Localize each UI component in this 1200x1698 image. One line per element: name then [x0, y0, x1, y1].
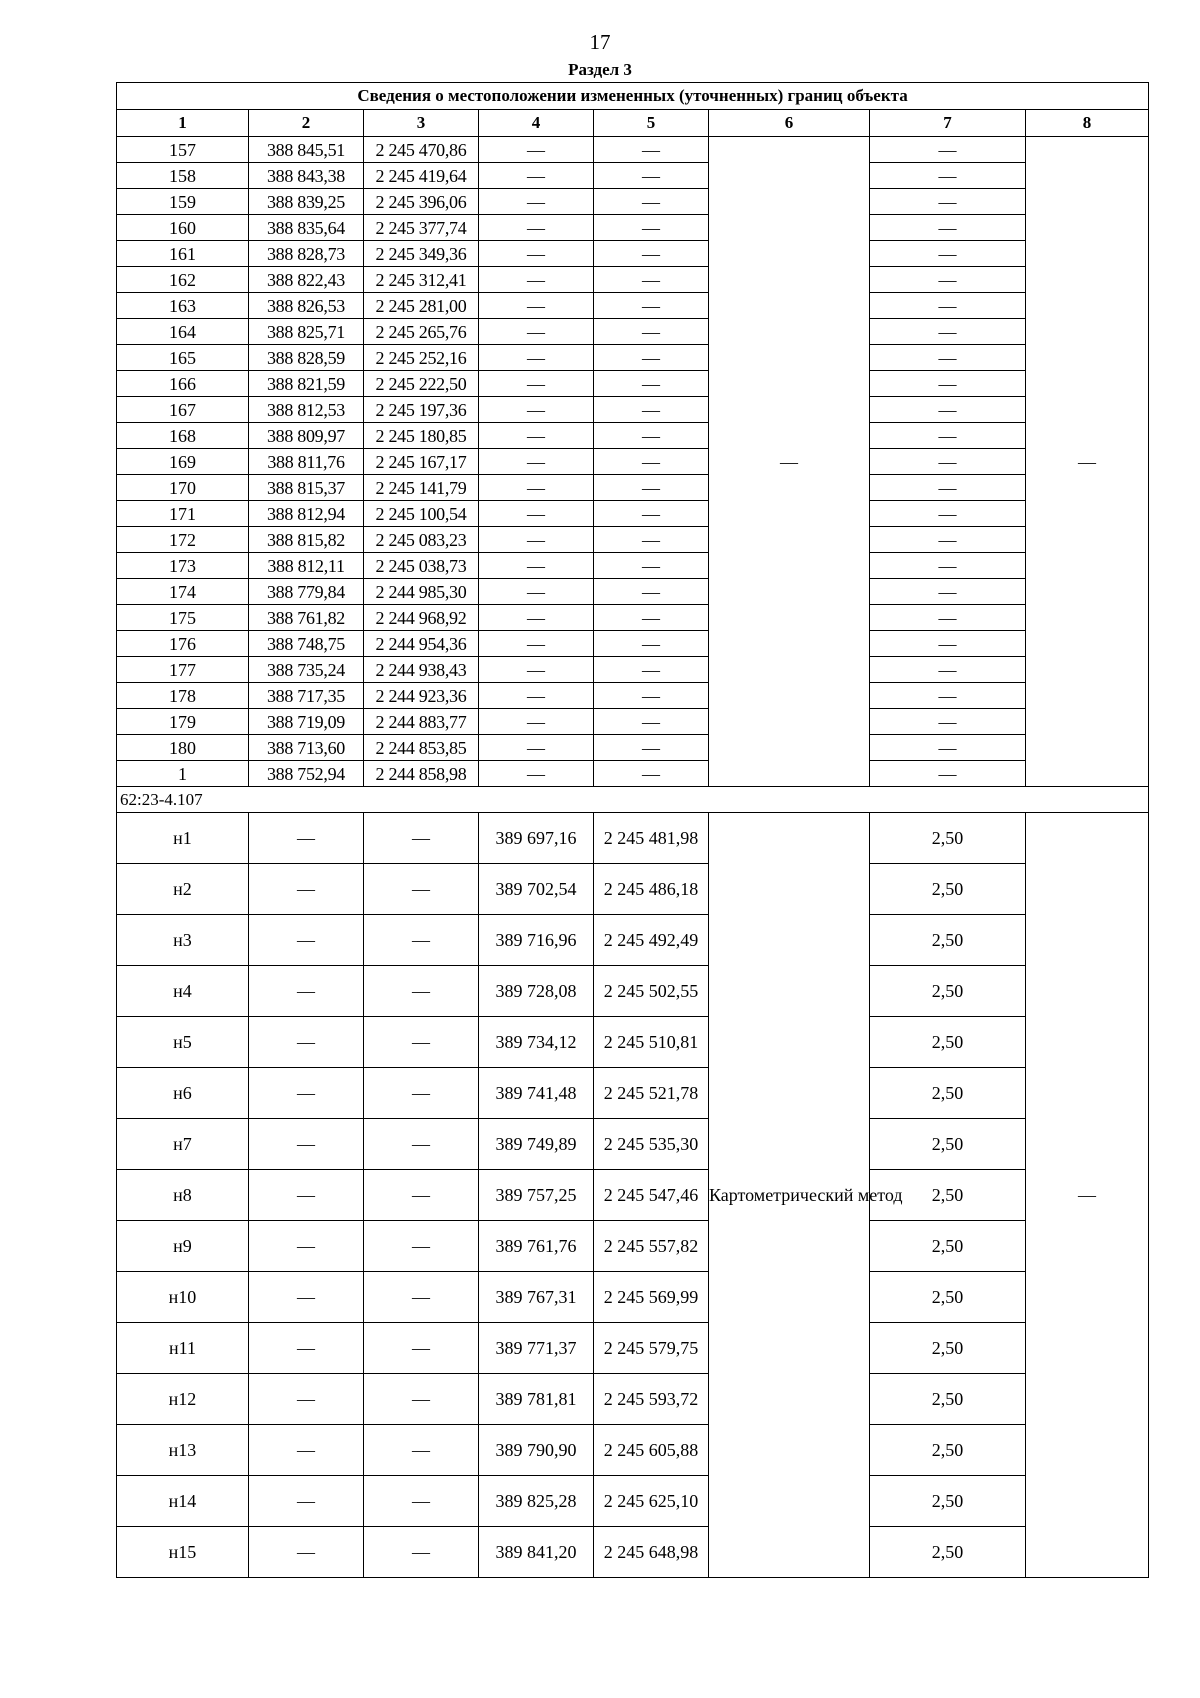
table-row: [117, 553, 1149, 579]
point-number-cell: 167: [117, 397, 249, 423]
table-row: [117, 735, 1149, 761]
table-row: [117, 137, 1149, 163]
accuracy-cell: —: [870, 501, 1026, 527]
y-coordinate-cell: —: [364, 1476, 479, 1527]
accuracy-cell: —: [870, 137, 1026, 163]
x-coordinate-cell: —: [249, 1323, 364, 1374]
y-coordinate-cell: 2 245 396,06: [364, 189, 479, 215]
accuracy-cell: 2,50: [870, 1425, 1026, 1476]
x-coordinate-cell: 388 845,51: [249, 137, 364, 163]
group-row: [117, 787, 1149, 813]
new-y-coordinate-cell: —: [594, 319, 709, 345]
new-y-coordinate-cell: —: [594, 397, 709, 423]
new-y-coordinate-cell: 2 245 625,10: [594, 1476, 709, 1527]
point-number-cell: 164: [117, 319, 249, 345]
point-number-cell: н9: [117, 1221, 249, 1272]
x-coordinate-cell: 388 717,35: [249, 683, 364, 709]
column-header: 1: [117, 110, 249, 137]
new-x-coordinate-cell: 389 771,37: [479, 1323, 594, 1374]
y-coordinate-cell: 2 245 197,36: [364, 397, 479, 423]
new-y-coordinate-cell: —: [594, 527, 709, 553]
table-row: [117, 1323, 1149, 1374]
column-header: 4: [479, 110, 594, 137]
x-coordinate-cell: 388 719,09: [249, 709, 364, 735]
new-y-coordinate-cell: —: [594, 189, 709, 215]
point-number-cell: н11: [117, 1323, 249, 1374]
x-coordinate-cell: 388 812,53: [249, 397, 364, 423]
point-number-cell: 170: [117, 475, 249, 501]
x-coordinate-cell: —: [249, 1068, 364, 1119]
new-x-coordinate-cell: 389 741,48: [479, 1068, 594, 1119]
point-number-cell: 165: [117, 345, 249, 371]
y-coordinate-cell: 2 245 222,50: [364, 371, 479, 397]
new-y-coordinate-cell: 2 245 579,75: [594, 1323, 709, 1374]
new-y-coordinate-cell: —: [594, 475, 709, 501]
new-y-coordinate-cell: 2 245 510,81: [594, 1017, 709, 1068]
new-x-coordinate-cell: —: [479, 553, 594, 579]
point-number-cell: н2: [117, 864, 249, 915]
point-number-cell: н1: [117, 813, 249, 864]
new-y-coordinate-cell: —: [594, 761, 709, 787]
table-row: [117, 631, 1149, 657]
x-coordinate-cell: 388 835,64: [249, 215, 364, 241]
new-x-coordinate-cell: —: [479, 475, 594, 501]
table-row: [117, 579, 1149, 605]
point-number-cell: 180: [117, 735, 249, 761]
point-number-cell: н15: [117, 1527, 249, 1578]
x-coordinate-cell: 388 748,75: [249, 631, 364, 657]
accuracy-cell: —: [870, 241, 1026, 267]
point-number-cell: 158: [117, 163, 249, 189]
y-coordinate-cell: —: [364, 1323, 479, 1374]
new-x-coordinate-cell: 389 781,81: [479, 1374, 594, 1425]
accuracy-cell: 2,50: [870, 1170, 1026, 1221]
x-coordinate-cell: —: [249, 966, 364, 1017]
table-row: [117, 1272, 1149, 1323]
new-x-coordinate-cell: —: [479, 241, 594, 267]
new-y-coordinate-cell: —: [594, 709, 709, 735]
new-y-coordinate-cell: —: [594, 293, 709, 319]
point-number-cell: н10: [117, 1272, 249, 1323]
new-x-coordinate-cell: 389 716,96: [479, 915, 594, 966]
y-coordinate-cell: 2 245 377,74: [364, 215, 479, 241]
x-coordinate-cell: 388 815,37: [249, 475, 364, 501]
new-y-coordinate-cell: —: [594, 631, 709, 657]
y-coordinate-cell: —: [364, 1119, 479, 1170]
y-coordinate-cell: 2 244 954,36: [364, 631, 479, 657]
new-x-coordinate-cell: —: [479, 657, 594, 683]
new-y-coordinate-cell: 2 245 569,99: [594, 1272, 709, 1323]
x-coordinate-cell: 388 839,25: [249, 189, 364, 215]
point-number-cell: 161: [117, 241, 249, 267]
new-y-coordinate-cell: —: [594, 137, 709, 163]
new-x-coordinate-cell: —: [479, 137, 594, 163]
boundary-coordinates-table: [116, 82, 1149, 1578]
new-y-coordinate-cell: 2 245 492,49: [594, 915, 709, 966]
new-x-coordinate-cell: —: [479, 319, 594, 345]
table-row: [117, 267, 1149, 293]
accuracy-cell: 2,50: [870, 813, 1026, 864]
new-x-coordinate-cell: 389 734,12: [479, 1017, 594, 1068]
table-caption: Сведения о местоположении измененных (уточненных) границ объекта: [117, 83, 1149, 110]
y-coordinate-cell: —: [364, 864, 479, 915]
column-header: 6: [709, 110, 870, 137]
new-y-coordinate-cell: 2 245 593,72: [594, 1374, 709, 1425]
point-number-cell: 178: [117, 683, 249, 709]
x-coordinate-cell: —: [249, 1017, 364, 1068]
x-coordinate-cell: —: [249, 915, 364, 966]
section-title: Раздел 3: [568, 60, 632, 79]
y-coordinate-cell: 2 245 470,86: [364, 137, 479, 163]
point-number-cell: н5: [117, 1017, 249, 1068]
new-y-coordinate-cell: —: [594, 241, 709, 267]
new-x-coordinate-cell: 389 757,25: [479, 1170, 594, 1221]
accuracy-cell: —: [870, 189, 1026, 215]
column-header: 2: [249, 110, 364, 137]
point-number-cell: 173: [117, 553, 249, 579]
x-coordinate-cell: —: [249, 1476, 364, 1527]
new-x-coordinate-cell: 389 728,08: [479, 966, 594, 1017]
new-y-coordinate-cell: —: [594, 501, 709, 527]
column-header: 3: [364, 110, 479, 137]
new-x-coordinate-cell: 389 761,76: [479, 1221, 594, 1272]
accuracy-cell: —: [870, 657, 1026, 683]
new-x-coordinate-cell: —: [479, 735, 594, 761]
new-y-coordinate-cell: 2 245 481,98: [594, 813, 709, 864]
x-coordinate-cell: —: [249, 813, 364, 864]
method-cell: Картометрический метод: [709, 813, 870, 1578]
accuracy-cell: —: [870, 293, 1026, 319]
new-y-coordinate-cell: 2 245 502,55: [594, 966, 709, 1017]
new-y-coordinate-cell: —: [594, 657, 709, 683]
table-row: [117, 241, 1149, 267]
new-x-coordinate-cell: —: [479, 345, 594, 371]
table-row: [117, 761, 1149, 787]
new-x-coordinate-cell: 389 825,28: [479, 1476, 594, 1527]
accuracy-cell: 2,50: [870, 1527, 1026, 1578]
new-x-coordinate-cell: —: [479, 293, 594, 319]
new-x-coordinate-cell: —: [479, 189, 594, 215]
table-row: [117, 423, 1149, 449]
method-cell: —: [709, 137, 870, 787]
y-coordinate-cell: 2 245 100,54: [364, 501, 479, 527]
new-y-coordinate-cell: 2 245 486,18: [594, 864, 709, 915]
table-row: [117, 864, 1149, 915]
new-x-coordinate-cell: 389 790,90: [479, 1425, 594, 1476]
accuracy-cell: 2,50: [870, 1272, 1026, 1323]
y-coordinate-cell: 2 245 419,64: [364, 163, 479, 189]
x-coordinate-cell: 388 761,82: [249, 605, 364, 631]
accuracy-cell: 2,50: [870, 1119, 1026, 1170]
x-coordinate-cell: 388 825,71: [249, 319, 364, 345]
y-coordinate-cell: 2 245 083,23: [364, 527, 479, 553]
new-y-coordinate-cell: —: [594, 267, 709, 293]
point-number-cell: 174: [117, 579, 249, 605]
x-coordinate-cell: 388 812,11: [249, 553, 364, 579]
y-coordinate-cell: 2 245 167,17: [364, 449, 479, 475]
x-coordinate-cell: 388 843,38: [249, 163, 364, 189]
y-coordinate-cell: 2 245 312,41: [364, 267, 479, 293]
accuracy-cell: —: [870, 579, 1026, 605]
accuracy-cell: —: [870, 345, 1026, 371]
point-number-cell: 175: [117, 605, 249, 631]
point-number-cell: н4: [117, 966, 249, 1017]
table-row: [117, 1221, 1149, 1272]
y-coordinate-cell: 2 244 968,92: [364, 605, 479, 631]
new-y-coordinate-cell: —: [594, 605, 709, 631]
accuracy-cell: 2,50: [870, 1017, 1026, 1068]
new-x-coordinate-cell: —: [479, 683, 594, 709]
y-coordinate-cell: 2 244 938,43: [364, 657, 479, 683]
x-coordinate-cell: —: [249, 1374, 364, 1425]
x-coordinate-cell: —: [249, 1221, 364, 1272]
x-coordinate-cell: —: [249, 1272, 364, 1323]
y-coordinate-cell: —: [364, 915, 479, 966]
point-number-cell: н12: [117, 1374, 249, 1425]
description-cell: —: [1026, 137, 1149, 787]
new-y-coordinate-cell: 2 245 521,78: [594, 1068, 709, 1119]
x-coordinate-cell: 388 809,97: [249, 423, 364, 449]
y-coordinate-cell: 2 245 038,73: [364, 553, 479, 579]
accuracy-cell: —: [870, 267, 1026, 293]
accuracy-cell: —: [870, 631, 1026, 657]
new-x-coordinate-cell: —: [479, 449, 594, 475]
x-coordinate-cell: 388 811,76: [249, 449, 364, 475]
new-y-coordinate-cell: 2 245 648,98: [594, 1527, 709, 1578]
x-coordinate-cell: 388 828,73: [249, 241, 364, 267]
table-row: [117, 1425, 1149, 1476]
point-number-cell: н14: [117, 1476, 249, 1527]
x-coordinate-cell: —: [249, 1425, 364, 1476]
table-row: [117, 501, 1149, 527]
point-number-cell: н13: [117, 1425, 249, 1476]
new-y-coordinate-cell: —: [594, 163, 709, 189]
new-x-coordinate-cell: —: [479, 761, 594, 787]
table-row: [117, 475, 1149, 501]
new-x-coordinate-cell: —: [479, 371, 594, 397]
accuracy-cell: —: [870, 475, 1026, 501]
accuracy-cell: —: [870, 605, 1026, 631]
y-coordinate-cell: 2 245 141,79: [364, 475, 479, 501]
accuracy-cell: —: [870, 527, 1026, 553]
description-cell: —: [1026, 813, 1149, 1578]
y-coordinate-cell: 2 245 180,85: [364, 423, 479, 449]
point-number-cell: 163: [117, 293, 249, 319]
table-row: [117, 915, 1149, 966]
table-row: [117, 319, 1149, 345]
new-y-coordinate-cell: 2 245 605,88: [594, 1425, 709, 1476]
point-number-cell: 1: [117, 761, 249, 787]
new-y-coordinate-cell: 2 245 547,46: [594, 1170, 709, 1221]
new-y-coordinate-cell: 2 245 557,82: [594, 1221, 709, 1272]
x-coordinate-cell: —: [249, 864, 364, 915]
accuracy-cell: —: [870, 371, 1026, 397]
table-row: [117, 397, 1149, 423]
new-x-coordinate-cell: —: [479, 709, 594, 735]
table-row: [117, 371, 1149, 397]
table-row: [117, 527, 1149, 553]
new-y-coordinate-cell: —: [594, 683, 709, 709]
new-y-coordinate-cell: 2 245 535,30: [594, 1119, 709, 1170]
point-number-cell: 166: [117, 371, 249, 397]
point-number-cell: 169: [117, 449, 249, 475]
table-row: [117, 293, 1149, 319]
new-y-coordinate-cell: —: [594, 371, 709, 397]
point-number-cell: н8: [117, 1170, 249, 1221]
y-coordinate-cell: 2 244 858,98: [364, 761, 479, 787]
point-number-cell: 179: [117, 709, 249, 735]
accuracy-cell: 2,50: [870, 1221, 1026, 1272]
cadastral-number-label: 62:23-4.107: [117, 787, 1149, 813]
y-coordinate-cell: 2 244 923,36: [364, 683, 479, 709]
new-y-coordinate-cell: —: [594, 423, 709, 449]
point-number-cell: 171: [117, 501, 249, 527]
new-x-coordinate-cell: —: [479, 163, 594, 189]
table-row: [117, 1068, 1149, 1119]
x-coordinate-cell: 388 826,53: [249, 293, 364, 319]
new-x-coordinate-cell: —: [479, 501, 594, 527]
x-coordinate-cell: —: [249, 1119, 364, 1170]
table-row: [117, 1017, 1149, 1068]
y-coordinate-cell: 2 245 265,76: [364, 319, 479, 345]
column-header: 5: [594, 110, 709, 137]
table-row: [117, 1527, 1149, 1578]
y-coordinate-cell: —: [364, 1017, 479, 1068]
table-row: [117, 966, 1149, 1017]
table-row: [117, 1119, 1149, 1170]
x-coordinate-cell: 388 821,59: [249, 371, 364, 397]
accuracy-cell: —: [870, 163, 1026, 189]
new-x-coordinate-cell: —: [479, 605, 594, 631]
table-row: [117, 605, 1149, 631]
y-coordinate-cell: 2 245 349,36: [364, 241, 479, 267]
table-row: [117, 709, 1149, 735]
accuracy-cell: 2,50: [870, 1323, 1026, 1374]
table-row: [117, 813, 1149, 864]
table-row: [117, 1374, 1149, 1425]
accuracy-cell: —: [870, 735, 1026, 761]
y-coordinate-cell: —: [364, 813, 479, 864]
page-number: 17: [589, 30, 611, 54]
accuracy-cell: —: [870, 761, 1026, 787]
table-row: [117, 683, 1149, 709]
point-number-cell: н6: [117, 1068, 249, 1119]
table-row: [117, 345, 1149, 371]
accuracy-cell: —: [870, 423, 1026, 449]
column-header: 8: [1026, 110, 1149, 137]
x-coordinate-cell: 388 828,59: [249, 345, 364, 371]
new-y-coordinate-cell: —: [594, 579, 709, 605]
accuracy-cell: —: [870, 215, 1026, 241]
new-y-coordinate-cell: —: [594, 345, 709, 371]
accuracy-cell: —: [870, 553, 1026, 579]
accuracy-cell: 2,50: [870, 966, 1026, 1017]
accuracy-cell: —: [870, 319, 1026, 345]
x-coordinate-cell: —: [249, 1527, 364, 1578]
new-x-coordinate-cell: —: [479, 397, 594, 423]
new-x-coordinate-cell: 389 841,20: [479, 1527, 594, 1578]
point-number-cell: 168: [117, 423, 249, 449]
y-coordinate-cell: 2 244 985,30: [364, 579, 479, 605]
new-x-coordinate-cell: 389 767,31: [479, 1272, 594, 1323]
new-y-coordinate-cell: —: [594, 553, 709, 579]
point-number-cell: 177: [117, 657, 249, 683]
y-coordinate-cell: —: [364, 1425, 479, 1476]
y-coordinate-cell: —: [364, 1170, 479, 1221]
x-coordinate-cell: —: [249, 1170, 364, 1221]
point-number-cell: 160: [117, 215, 249, 241]
x-coordinate-cell: 388 752,94: [249, 761, 364, 787]
table-row: [117, 449, 1149, 475]
table-row: [117, 215, 1149, 241]
y-coordinate-cell: 2 245 252,16: [364, 345, 479, 371]
y-coordinate-cell: —: [364, 966, 479, 1017]
x-coordinate-cell: 388 713,60: [249, 735, 364, 761]
accuracy-cell: 2,50: [870, 864, 1026, 915]
new-x-coordinate-cell: —: [479, 423, 594, 449]
table-row: [117, 657, 1149, 683]
y-coordinate-cell: —: [364, 1527, 479, 1578]
point-number-cell: 162: [117, 267, 249, 293]
y-coordinate-cell: 2 244 883,77: [364, 709, 479, 735]
new-x-coordinate-cell: 389 697,16: [479, 813, 594, 864]
y-coordinate-cell: 2 245 281,00: [364, 293, 479, 319]
table-row: [117, 189, 1149, 215]
x-coordinate-cell: 388 815,82: [249, 527, 364, 553]
new-x-coordinate-cell: 389 702,54: [479, 864, 594, 915]
new-x-coordinate-cell: 389 749,89: [479, 1119, 594, 1170]
new-y-coordinate-cell: —: [594, 449, 709, 475]
point-number-cell: 159: [117, 189, 249, 215]
x-coordinate-cell: 388 812,94: [249, 501, 364, 527]
point-number-cell: 172: [117, 527, 249, 553]
new-x-coordinate-cell: —: [479, 631, 594, 657]
new-y-coordinate-cell: —: [594, 735, 709, 761]
y-coordinate-cell: —: [364, 1374, 479, 1425]
x-coordinate-cell: 388 735,24: [249, 657, 364, 683]
accuracy-cell: 2,50: [870, 1374, 1026, 1425]
new-x-coordinate-cell: —: [479, 215, 594, 241]
point-number-cell: 157: [117, 137, 249, 163]
y-coordinate-cell: —: [364, 1068, 479, 1119]
accuracy-cell: 2,50: [870, 1068, 1026, 1119]
table-row: [117, 1170, 1149, 1221]
new-x-coordinate-cell: —: [479, 579, 594, 605]
column-header: 7: [870, 110, 1026, 137]
accuracy-cell: —: [870, 709, 1026, 735]
accuracy-cell: —: [870, 449, 1026, 475]
accuracy-cell: —: [870, 683, 1026, 709]
y-coordinate-cell: —: [364, 1272, 479, 1323]
new-x-coordinate-cell: —: [479, 527, 594, 553]
table-row: [117, 1476, 1149, 1527]
new-y-coordinate-cell: —: [594, 215, 709, 241]
accuracy-cell: 2,50: [870, 1476, 1026, 1527]
x-coordinate-cell: 388 779,84: [249, 579, 364, 605]
point-number-cell: н7: [117, 1119, 249, 1170]
new-x-coordinate-cell: —: [479, 267, 594, 293]
y-coordinate-cell: —: [364, 1221, 479, 1272]
accuracy-cell: 2,50: [870, 915, 1026, 966]
accuracy-cell: —: [870, 397, 1026, 423]
x-coordinate-cell: 388 822,43: [249, 267, 364, 293]
point-number-cell: н3: [117, 915, 249, 966]
point-number-cell: 176: [117, 631, 249, 657]
y-coordinate-cell: 2 244 853,85: [364, 735, 479, 761]
table-row: [117, 163, 1149, 189]
